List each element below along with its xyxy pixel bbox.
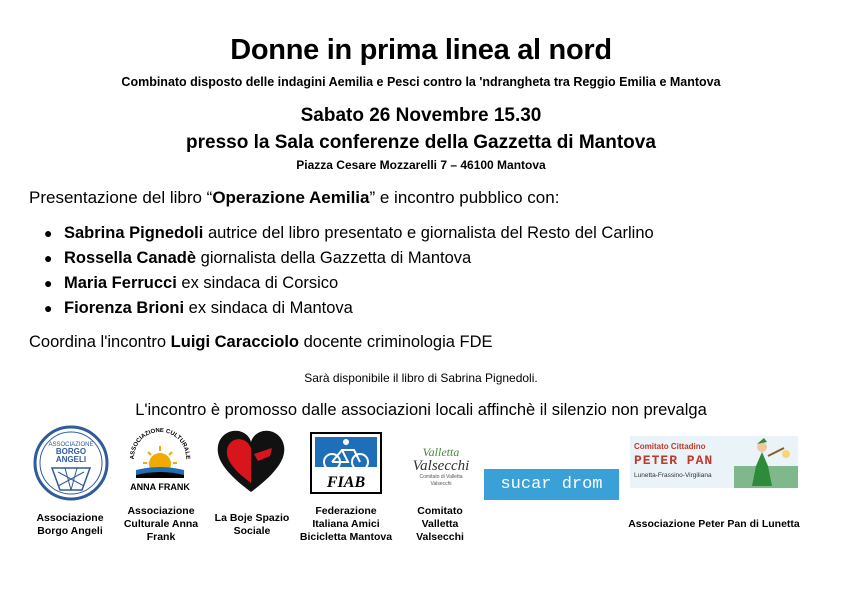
availability-note: Sarà disponibile il libro di Sabrina Pignedoli. — [304, 371, 538, 385]
list-item — [44, 298, 654, 323]
bullet-icon: ● — [44, 275, 53, 291]
speaker-role: autrice del libro presentato e giornalista del Resto del Carlino — [203, 224, 654, 242]
svg-text:ANNA FRANK: ANNA FRANK — [130, 482, 190, 492]
borgo-angeli-logo — [32, 424, 110, 502]
bullet-icon: ● — [44, 225, 53, 241]
caption-fiab: Federazione Italiana Amici Bicicletta Mantova — [299, 505, 393, 543]
peter-pan-figure-icon — [734, 436, 798, 488]
coordinator-name: Luigi Caracciolo — [170, 333, 300, 351]
intro-suffix: ” e incontro pubblico con: — [369, 188, 560, 207]
intro-prefix: Presentazione del libro “ — [29, 188, 213, 207]
coord-suffix: docente criminologia FDE — [299, 333, 493, 351]
speaker-name: Sabrina Pignedoli — [64, 224, 204, 242]
list-item — [44, 223, 654, 248]
caption-boje: La Boje Spazio Sociale — [214, 512, 290, 537]
svg-text:ANGELI: ANGELI — [55, 455, 87, 464]
book-title: Operazione Aemilia — [212, 188, 370, 207]
speaker-list — [44, 223, 654, 323]
event-venue: presso la Sala conferenze della Gazzetta di Mantova — [186, 132, 656, 153]
list-item — [44, 273, 654, 298]
bullet-icon: ● — [44, 300, 53, 316]
caption-anna-frank: Associazione Culturale Anna Frank — [123, 505, 199, 543]
list-item — [44, 248, 654, 273]
bullet-icon: ● — [44, 250, 53, 266]
svg-text:ASSOCIAZIONE: ASSOCIAZIONE — [48, 442, 94, 448]
anna-frank-logo — [126, 428, 194, 494]
svg-text:FIAB: FIAB — [326, 474, 366, 491]
speaker-name: Rossella Canadè — [64, 249, 197, 267]
speaker-name: Maria Ferrucci — [64, 274, 177, 292]
speaker-name: Fiorenza Brioni — [64, 299, 185, 317]
boje-heart-logo — [214, 428, 288, 496]
svg-text:ASSOCIAZIONE CULTURALE: ASSOCIAZIONE CULTURALE — [129, 428, 191, 460]
coordinator-line — [29, 333, 493, 352]
subtitle: Combinato disposto delle indagini Aemilia e Pesci contro la 'ndrangheta tra Reggio Emilia e Mantova — [121, 75, 721, 89]
peter-pan-logo: Comitato Cittadino PETER PAN Lunetta-Frassino-Virgiliana — [630, 436, 798, 488]
speaker-role: ex sindaca di Corsico — [176, 274, 339, 292]
event-address: Piazza Cesare Mozzarelli 7 – 46100 Mantova — [296, 158, 546, 172]
fiab-logo — [310, 432, 382, 494]
promotion-line: L'incontro è promosso dalle associazioni locali affinchè il silenzio non prevalga — [135, 401, 707, 419]
caption-borgo-angeli: Associazione Borgo Angeli — [36, 512, 104, 537]
speaker-role: ex sindaca di Mantova — [184, 299, 353, 317]
page-title: Donne in prima linea al nord — [230, 34, 612, 66]
sucar-drom-logo: sucar drom — [484, 469, 619, 500]
valletta-logo: Valletta Valsecchi Comitato di Valletta Valsecchi — [412, 445, 470, 487]
event-date: Sabato 26 Novembre 15.30 — [300, 105, 542, 126]
caption-peter-pan: Associazione Peter Pan di Lunetta — [628, 518, 800, 530]
caption-valletta: Comitato Valletta Valsecchi — [416, 505, 464, 543]
book-intro — [29, 188, 559, 208]
speaker-role: giornalista della Gazzetta di Mantova — [196, 249, 472, 267]
svg-text:BORGO: BORGO — [55, 447, 87, 456]
coord-prefix: Coordina l'incontro — [29, 333, 171, 351]
